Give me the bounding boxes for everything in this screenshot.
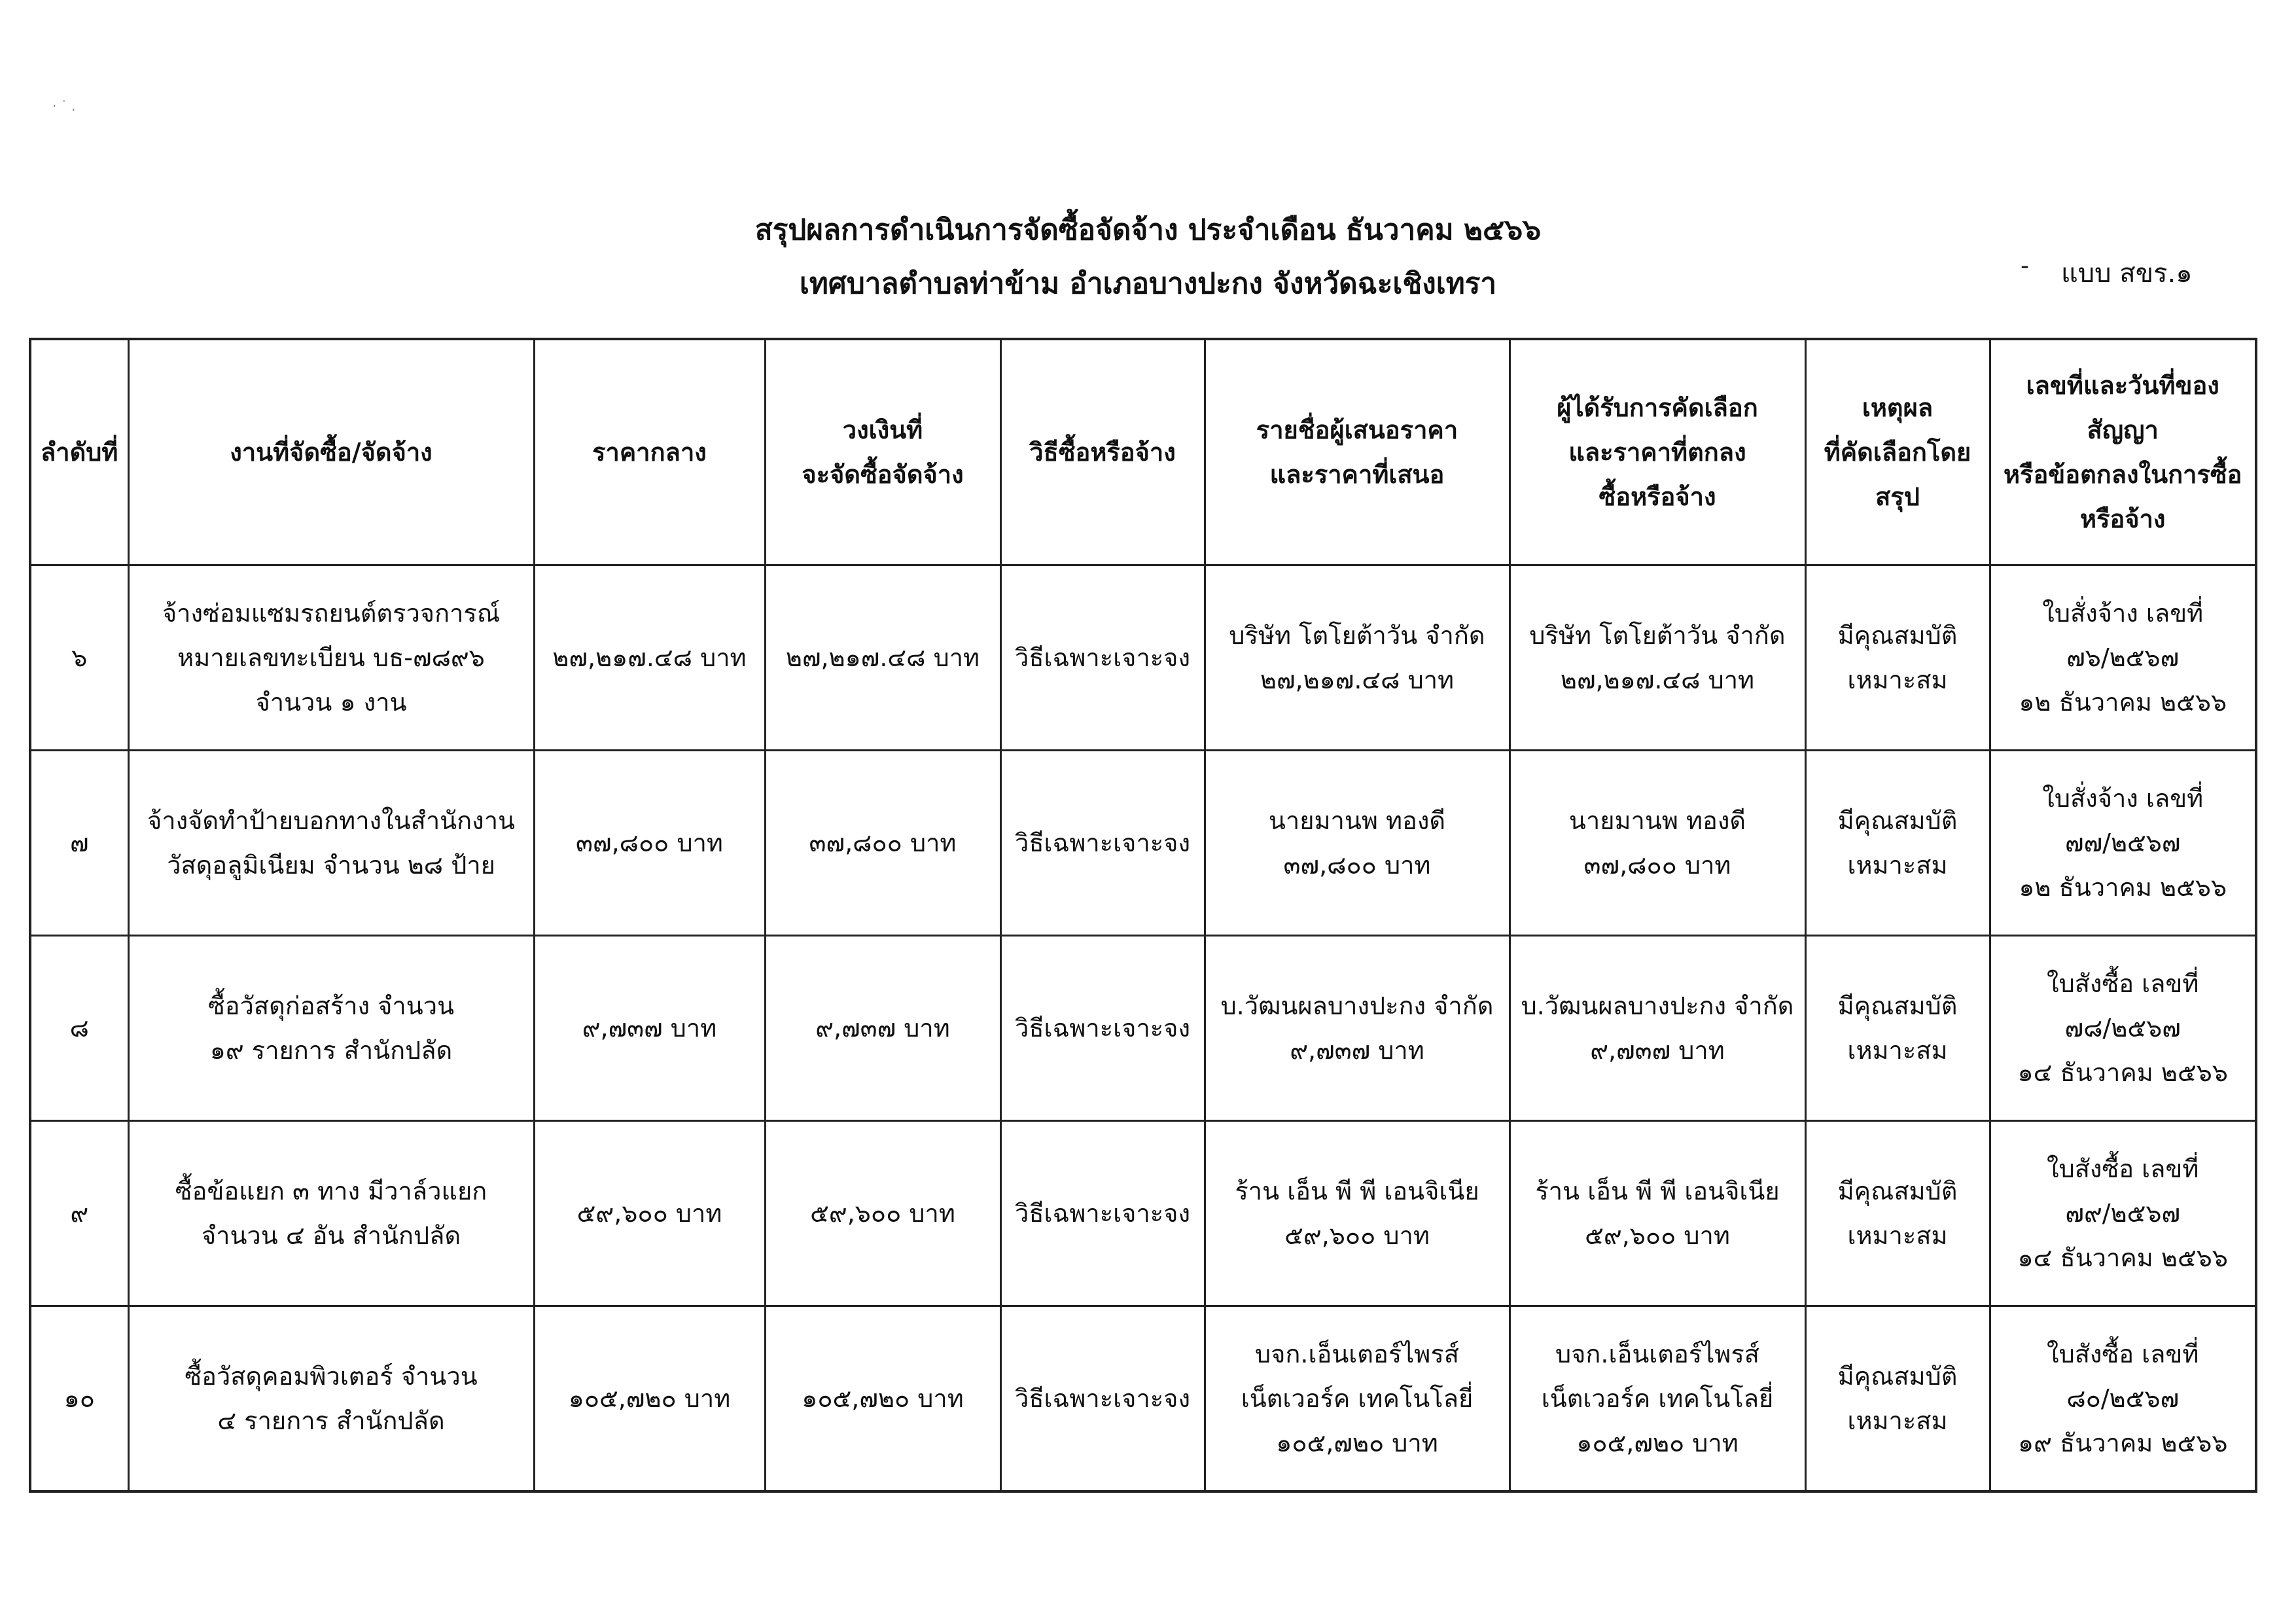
cell-work: ซื้อวัสดุก่อสร้าง จำนวน ๑๙ รายการ สำนักปลัด <box>128 936 534 1121</box>
cell-median-price: ๕๙,๖๐๐ บาท <box>534 1121 765 1306</box>
cell-contract: ใบสังซื้อ เลขที่ ๗๙/๒๕๖๗ ๑๔ ธันวาคม ๒๕๖๖ <box>1990 1121 2256 1306</box>
table-row <box>30 1306 2256 1492</box>
cell-bidders: บ.วัฒนผลบางปะกง จำกัด ๙,๗๓๗ บาท <box>1205 936 1510 1121</box>
cell-median-price: ๒๗,๒๑๗.๔๘ บาท <box>534 565 765 751</box>
cell-reason: มีคุณสมบัติ เหมาะสม <box>1805 1121 1990 1306</box>
cell-no: ๘ <box>30 936 128 1121</box>
cell-budget: ๕๙,๖๐๐ บาท <box>765 1121 1000 1306</box>
scan-specks: · ˙ . <box>52 98 76 114</box>
col-header-selected: ผู้ได้รับการคัดเลือก และราคาที่ตกลง ซื้อหรือจ้าง <box>1510 339 1805 565</box>
cell-selected: ร้าน เอ็น พี พี เอนจิเนีย ๕๙,๖๐๐ บาท <box>1510 1121 1805 1306</box>
col-header-bidders: รายชื่อผู้เสนอราคา และราคาที่เสนอ <box>1205 339 1510 565</box>
form-code: แบบ สขร.๑ <box>2061 259 2193 289</box>
cell-selected: นายมานพ ทองดี ๓๗,๘๐๐ บาท <box>1510 751 1805 936</box>
cell-reason: มีคุณสมบัติ เหมาะสม <box>1805 936 1990 1121</box>
cell-budget: ๙,๗๓๗ บาท <box>765 936 1000 1121</box>
cell-bidders: ร้าน เอ็น พี พี เอนจิเนีย ๕๙,๖๐๐ บาท <box>1205 1121 1510 1306</box>
cell-method: วิธีเฉพาะเจาะจง <box>1000 751 1205 936</box>
cell-method: วิธีเฉพาะเจาะจง <box>1000 1121 1205 1306</box>
cell-contract: ใบสั่งจ้าง เลขที่ ๗๗/๒๕๖๗ ๑๒ ธันวาคม ๒๕๖๖ <box>1990 751 2256 936</box>
table-row <box>30 751 2256 936</box>
cell-median-price: ๑๐๕,๗๒๐ บาท <box>534 1306 765 1492</box>
table-row <box>30 565 2256 751</box>
cell-selected: บจก.เอ็นเตอร์ไพรส์ เน็ตเวอร์ค เทคโนโลยี่ ๑๐๕,๗๒๐ บาท <box>1510 1306 1805 1492</box>
cell-bidders: บริษัท โตโยต้าวัน จำกัด ๒๗,๒๑๗.๔๘ บาท <box>1205 565 1510 751</box>
col-header-reason: เหตุผล ที่คัดเลือกโดย สรุป <box>1805 339 1990 565</box>
cell-work: ซื้อข้อแยก ๓ ทาง มีวาล์วแยก จำนวน ๔ อัน สำนักปลัด <box>128 1121 534 1306</box>
cell-no: ๙ <box>30 1121 128 1306</box>
page-title: สรุปผลการดำเนินการจัดซื้อจัดจ้าง ประจำเดือน ธันวาคม ๒๕๖๖ <box>754 213 1542 247</box>
cell-bidders: นายมานพ ทองดี ๓๗,๘๐๐ บาท <box>1205 751 1510 936</box>
cell-reason: มีคุณสมบัติ เหมาะสม <box>1805 1306 1990 1492</box>
cell-reason: มีคุณสมบัติ เหมาะสม <box>1805 751 1990 936</box>
cell-budget: ๑๐๕,๗๒๐ บาท <box>765 1306 1000 1492</box>
page-subtitle: เทศบาลตำบลท่าข้าม อำเภอบางปะกง จังหวัดฉะเชิงเทรา <box>799 267 1497 300</box>
header-row <box>30 339 2256 565</box>
cell-selected: บ.วัฒนผลบางปะกง จำกัด ๙,๗๓๗ บาท <box>1510 936 1805 1121</box>
cell-no: ๖ <box>30 565 128 751</box>
cell-no: ๑๐ <box>30 1306 128 1492</box>
cell-selected: บริษัท โตโยต้าวัน จำกัด ๒๗,๒๑๗.๔๘ บาท <box>1510 565 1805 751</box>
cell-contract: ใบสังซื้อ เลขที่ ๗๘/๒๕๖๗ ๑๔ ธันวาคม ๒๕๖๖ <box>1990 936 2256 1121</box>
cell-work: จ้างจัดทำป้ายบอกทางในสำนักงาน วัสดุอลูมิเนียม จำนวน ๒๘ ป้าย <box>128 751 534 936</box>
table-row <box>30 936 2256 1121</box>
cell-method: วิธีเฉพาะเจาะจง <box>1000 565 1205 751</box>
cell-median-price: ๓๗,๘๐๐ บาท <box>534 751 765 936</box>
cell-contract: ใบสั่งจ้าง เลขที่ ๗๖/๒๕๖๗ ๑๒ ธันวาคม ๒๕๖๖ <box>1990 565 2256 751</box>
col-header-budget: วงเงินที่ จะจัดซื้อจัดจ้าง <box>765 339 1000 565</box>
col-header-contract: เลขที่และวันที่ของ สัญญา หรือข้อตกลงในการซื้อ หรือจ้าง <box>1990 339 2256 565</box>
form-dash-mark: - <box>2021 253 2029 279</box>
cell-no: ๗ <box>30 751 128 936</box>
col-header-method: วิธีซื้อหรือจ้าง <box>1000 339 1205 565</box>
cell-method: วิธีเฉพาะเจาะจง <box>1000 936 1205 1121</box>
cell-work: ซื้อวัสดุคอมพิวเตอร์ จำนวน ๔ รายการ สำนักปลัด <box>128 1306 534 1492</box>
col-header-work: งานที่จัดซื้อ/จัดจ้าง <box>128 339 534 565</box>
cell-budget: ๒๗,๒๑๗.๔๘ บาท <box>765 565 1000 751</box>
cell-method: วิธีเฉพาะเจาะจง <box>1000 1306 1205 1492</box>
cell-work: จ้างซ่อมแซมรถยนต์ตรวจการณ์ หมายเลขทะเบียน บธ-๗๘๙๖ จำนวน ๑ งาน <box>128 565 534 751</box>
procurement-table <box>29 338 2257 1493</box>
table-row <box>30 1121 2256 1306</box>
cell-contract: ใบสังซื้อ เลขที่ ๘๐/๒๕๖๗ ๑๙ ธันวาคม ๒๕๖๖ <box>1990 1306 2256 1492</box>
cell-median-price: ๙,๗๓๗ บาท <box>534 936 765 1121</box>
col-header-median-price: ราคากลาง <box>534 339 765 565</box>
cell-budget: ๓๗,๘๐๐ บาท <box>765 751 1000 936</box>
col-header-no: ลำดับที่ <box>30 339 128 565</box>
cell-bidders: บจก.เอ็นเตอร์ไพรส์ เน็ตเวอร์ค เทคโนโลยี่ ๑๐๕,๗๒๐ บาท <box>1205 1306 1510 1492</box>
cell-reason: มีคุณสมบัติ เหมาะสม <box>1805 565 1990 751</box>
